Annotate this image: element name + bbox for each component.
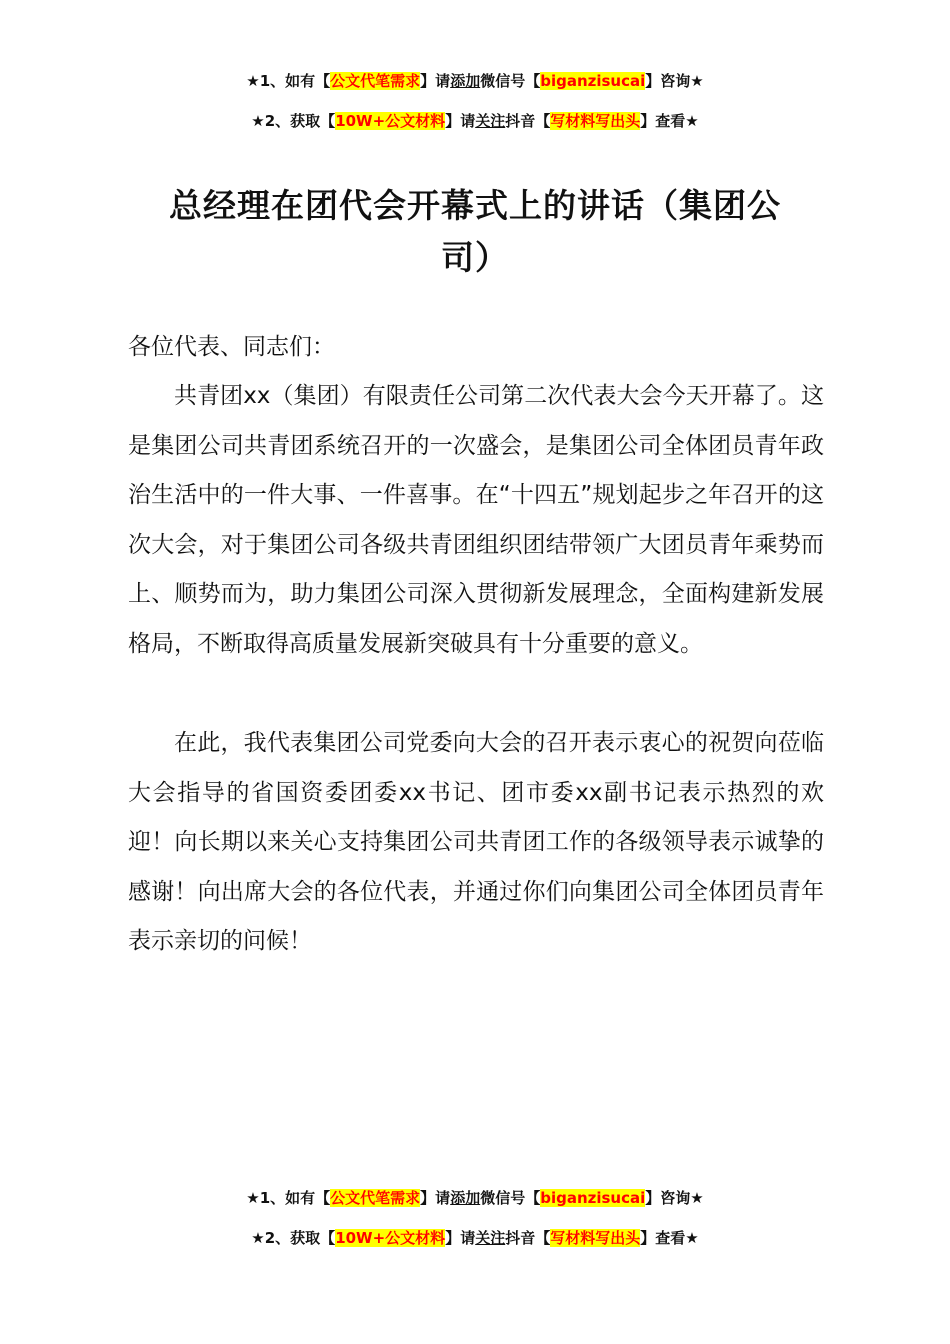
promo-highlight-wechat-id: biganzisucai (540, 72, 646, 90)
promo-text: ★2、获取【 (251, 112, 336, 130)
promo-highlight-wechat-id: biganzisucai (540, 1189, 646, 1207)
promo-text: 】请 (420, 72, 451, 90)
promo-text: ★2、获取【 (251, 1229, 336, 1247)
promo-text: 】请 (445, 1229, 476, 1247)
promo-line-top-2 (0, 110, 950, 132)
promo-highlight-materials: 10W+公文材料 (335, 112, 446, 130)
promo-text: 】请 (445, 112, 476, 130)
promo-text: 抖音【 (505, 112, 551, 130)
promo-text: 】请 (420, 1189, 451, 1207)
promo-line-bottom-2 (0, 1227, 950, 1249)
promo-underline-add: 添加 (450, 1189, 481, 1207)
promo-text: 微信号【 (480, 1189, 541, 1207)
promo-text: 】查看★ (640, 1229, 699, 1247)
promo-text: 】咨询★ (645, 72, 704, 90)
salutation: 各位代表、同志们： (128, 334, 335, 360)
promo-underline-follow: 关注 (475, 112, 506, 130)
promo-line-top-1 (0, 70, 950, 92)
promo-underline-add: 添加 (450, 72, 481, 90)
body-paragraph-2: 在此，我代表集团公司党委向大会的召开表示衷心的祝贺向莅临大会指导的省国资委团委xx书记、团市委xx副书记表示热烈的欢迎！向长期以来关心支持集团公司共青团工作的各级领导表示诚挚的感谢！向出席大会的各位代表，并通过你们向集团公司全体团员青年表示亲切的问候！ (128, 730, 824, 954)
promo-highlight-ghostwriting: 公文代笔需求 (330, 72, 421, 90)
promo-highlight-douyin: 写材料写出头 (550, 112, 641, 130)
promo-text: ★1、如有【 (246, 72, 331, 90)
promo-text: 抖音【 (505, 1229, 551, 1247)
promo-text: ★1、如有【 (246, 1189, 331, 1207)
promo-highlight-materials: 10W+公文材料 (335, 1229, 446, 1247)
promo-text: 】查看★ (640, 112, 699, 130)
promo-text: 微信号【 (480, 72, 541, 90)
promo-line-bottom-1 (0, 1187, 950, 1209)
promo-highlight-ghostwriting: 公文代笔需求 (330, 1189, 421, 1207)
body-paragraph-1: 共青团xx（集团）有限责任公司第二次代表大会今天开幕了。这是集团公司共青团系统召开的一次盛会，是集团公司全体团员青年政治生活中的一件大事、一件喜事。在“十四五”规划起步之年召开的这次大会，对于集团公司各级共青团组织团结带领广大团员青年乘势而上、顺势而为，助力集团公司深入贯彻新发展理念，全面构建新发展格局，不断取得高质量发展新突破具有十分重要的意义。 (128, 383, 824, 657)
document-title: 总经理在团代会开幕式上的讲话（集团公司） (169, 186, 781, 277)
promo-underline-follow: 关注 (475, 1229, 506, 1247)
promo-highlight-douyin: 写材料写出头 (550, 1229, 641, 1247)
promo-text: 】咨询★ (645, 1189, 704, 1207)
